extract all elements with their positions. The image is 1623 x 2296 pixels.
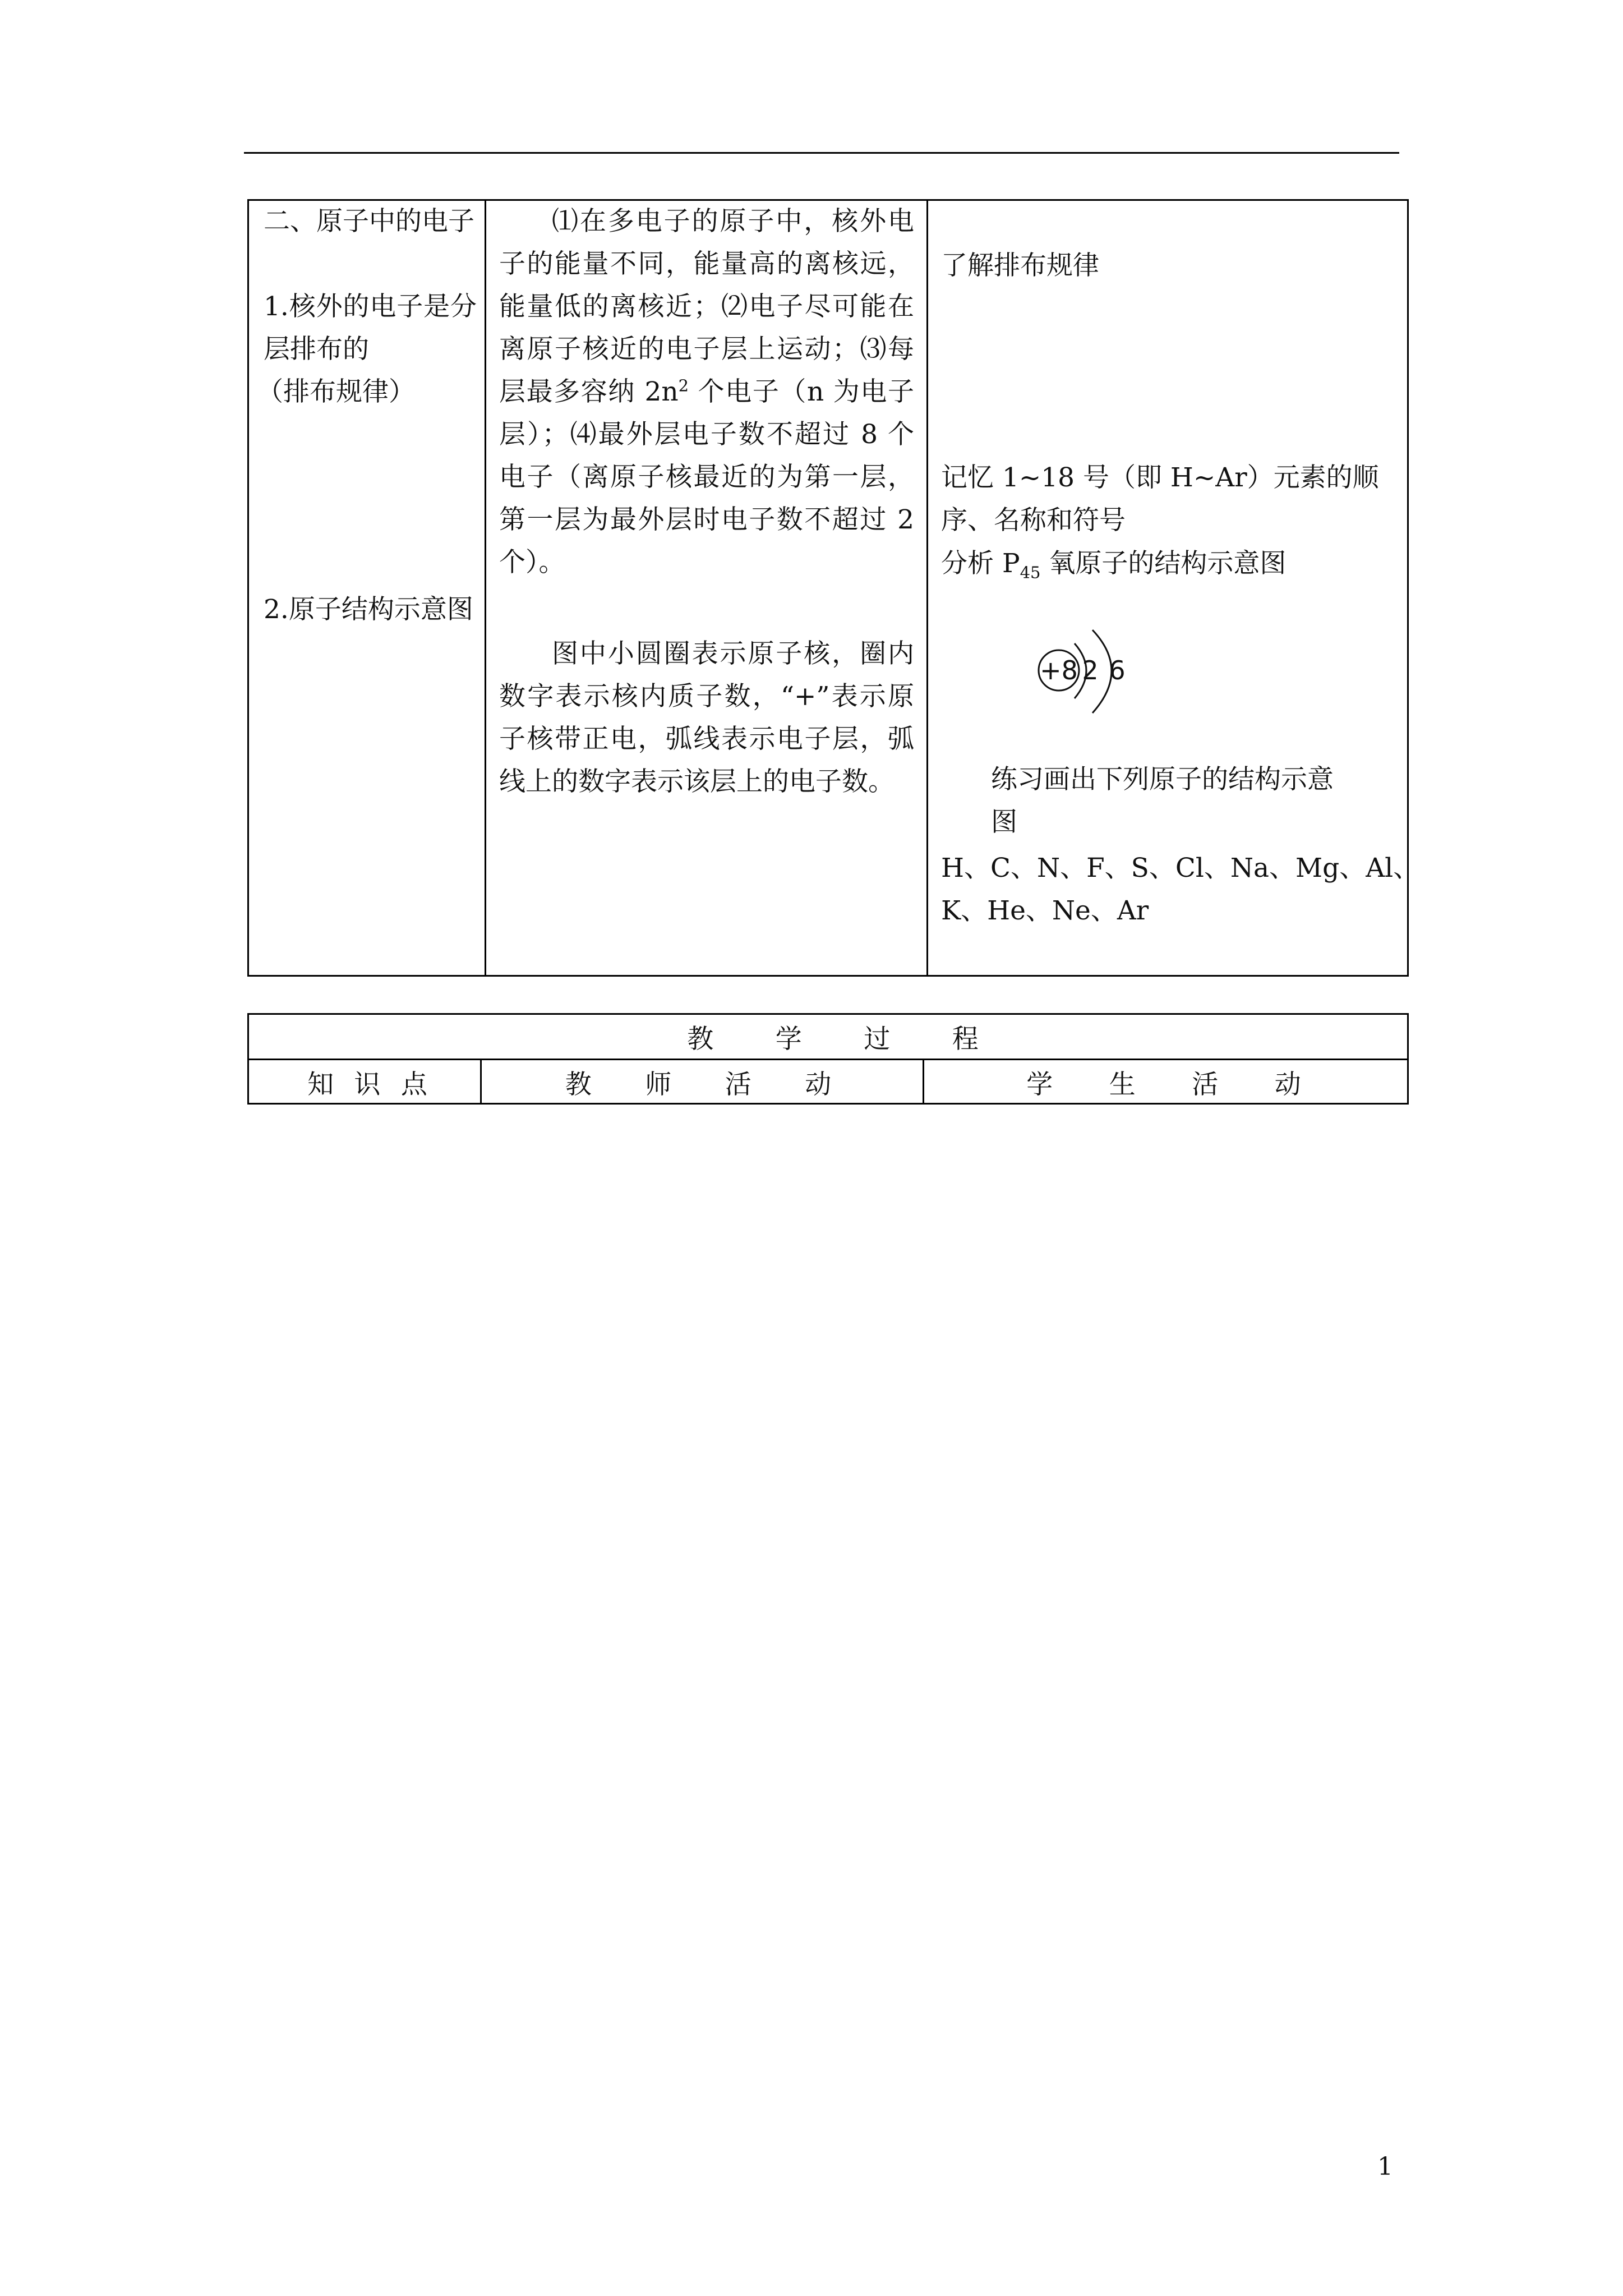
header-char: 学 (1026, 1069, 1053, 1100)
upper-table-divider-2 (926, 199, 928, 977)
header-char: 活 (1192, 1069, 1219, 1100)
diagram-explanation: 图中小圆圈表示原子核，圈内数字表示核内质子数，“+”表示原子核带正电，弧线表示电子层，弧线上的数字表示该层上的电子数。 (499, 638, 914, 797)
lower-table-title (656, 1015, 1009, 1058)
title-char: 过 (864, 1023, 891, 1055)
title-char: 教 (687, 1023, 714, 1055)
header-char: 活 (725, 1069, 751, 1100)
page-number: 1 (1377, 2152, 1393, 2181)
nucleus-label: +8 (1040, 655, 1078, 685)
header-rule (244, 152, 1399, 154)
rules-superscript: 2 (678, 376, 689, 395)
arrangement-rules (499, 200, 914, 584)
oxygen-atom-diagram (1021, 620, 1144, 726)
upper-table-divider-1 (485, 199, 486, 977)
element-list-line2: K、He、Ne、Ar (941, 895, 1149, 926)
analyze-suffix: 氧原子的结构示意图 (1040, 548, 1287, 579)
header-char: 点 (400, 1069, 427, 1100)
arrangement-rules-part2: 个电子（n 为电子层）；⑷最外层电子数不超过 8 个电子（离原子核最近的为第一层，第一层为最外层时电子数不超过 2 个）。 (499, 376, 914, 578)
arrangement-rules-part1: ⑴在多电子的原子中，核外电子的能量不同，能量高的离核远，能量低的离核近；⑵电子尽可能在离原子核近的电子层上运动；⑶每层最多容纳 2n (499, 206, 914, 407)
item1-title: 1.核外的电子是分层排布的 (264, 291, 477, 365)
item1-note: （排布规律） (257, 376, 415, 407)
memorize-elements: 记忆 1~18 号（即 H~Ar）元素的顺序、名称和符号 (941, 462, 1379, 536)
header-student-activity (998, 1061, 1329, 1103)
header-char: 动 (805, 1069, 832, 1100)
item2-title: 2.原子结构示意图 (264, 594, 473, 625)
title-char: 学 (775, 1023, 802, 1055)
header-char: 生 (1109, 1069, 1136, 1100)
title-char: 程 (952, 1023, 979, 1055)
analyze-prefix: 分析 P (941, 548, 1020, 579)
header-teacher-activity (538, 1061, 858, 1103)
header-char: 识 (354, 1069, 381, 1100)
header-char: 师 (645, 1069, 672, 1100)
shell-2-electrons: 6 (1109, 655, 1126, 685)
practice-prompt-line1: 练习画出下列原子的结构示意 (991, 764, 1334, 795)
lower-table-row-divider (247, 1059, 1409, 1060)
header-char: 动 (1274, 1069, 1301, 1100)
lower-table-divider-1 (480, 1059, 482, 1105)
practice-prompt-line2: 图 (991, 807, 1017, 838)
analyze-oxygen (941, 542, 1286, 585)
analyze-page-subscript: 45 (1020, 563, 1041, 582)
header-knowledge-point (297, 1061, 437, 1103)
header-char: 知 (307, 1069, 334, 1100)
section-title: 二、原子中的电子 (264, 206, 474, 237)
shell-1-electrons: 2 (1082, 655, 1099, 685)
understand-rules: 了解排布规律 (941, 250, 1099, 281)
header-char: 教 (565, 1069, 592, 1100)
lower-table-divider-2 (923, 1059, 924, 1105)
element-list-line1: H、C、N、F、S、Cl、Na、Mg、Al、 (941, 853, 1420, 884)
